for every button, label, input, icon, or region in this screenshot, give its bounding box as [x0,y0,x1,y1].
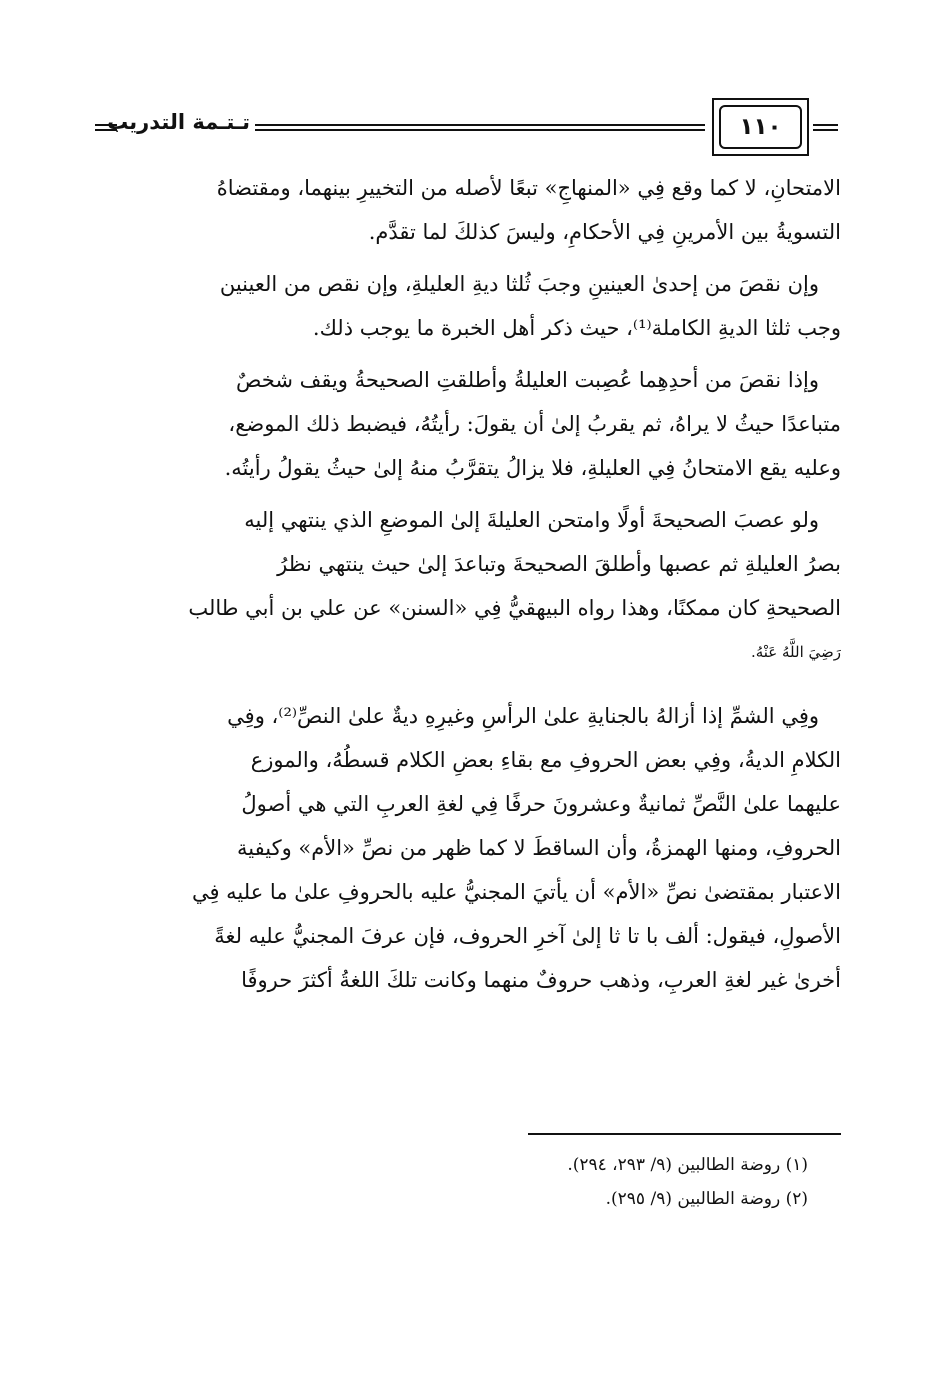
text-line: عليهما علىٰ النَّصِّ ثمانيةٌ وعشرونَ حرفًا فِي لغةِ العربِ التي هي أصولُ [241,792,841,816]
page-number-frame [712,98,809,156]
text-line: الأصولِ، فيقول: ألف با تا ثا إلىٰ آخرِ الحروف، فإن عرفَ المجنيُّ عليه لغةً [214,924,841,948]
main-text [96,166,841,1010]
paragraph-3 [96,358,841,490]
paragraph-2 [96,262,841,350]
honorific-glyph: رَضِيَ اللَّهُ عَنْهُ. [750,643,841,661]
text-line: وجب ثلثا الديةِ الكاملة⁽¹⁾، حيث ذكر أهل الخبرة ما يوجب ذلك. [312,316,841,340]
text-line: الصحيحةِ كان ممكنًا، وهذا رواه البيهقيُّ فِي «السنن» عن علي بن أبي طالب [188,596,841,620]
paragraph-gap [96,682,841,694]
header-rule-middle [255,124,705,131]
text-line: وعليه يقع الامتحانُ فِي العليلةِ، فلا يزالُ يتقرَّبُ منهُ إلىٰ حيثُ يقولُ رأيتُه. [224,456,841,480]
header-rule-right [813,124,838,131]
footnote-1: (١) روضة الطالبين (٩/ ٢٩٣، ٢٩٤). [567,1155,808,1175]
text-line: الاعتبار بمقتضىٰ نصِّ «الأم» أن يأتيَ المجنيُّ عليه بالحروفِ علىٰ ما عليه فِي [191,880,841,904]
footnote-2: (٢) روضة الطالبين (٩/ ٢٩٥). [605,1189,808,1209]
page-number-inner-frame [719,105,802,149]
page-number: ١١٠ [739,114,782,140]
text-line: التسويةُ بين الأمرينِ فِي الأحكامِ، وليسَ كذلكَ لما تقدَّم. [368,220,841,244]
footnotes [96,1148,808,1216]
text-line: الحروفِ، ومنها الهمزةُ، وأن الساقطَ لا كما ظهر من نصِّ «الأم» وكيفية [237,836,841,860]
text-line: ولو عصبَ الصحيحةَ أولًا وامتحن العليلةَ إلىٰ الموضعِ الذي ينتهي إليه [244,508,819,532]
text-line: وفِي الشمِّ إذا أزالهُ بالجنايةِ علىٰ الرأسِ وغيرِهِ ديةٌ علىٰ النصِّ⁽²⁾، وفِي [227,704,819,728]
paragraph-4 [96,498,841,674]
paragraph-5 [96,694,841,1002]
page-header [95,98,840,162]
paragraph-1 [96,166,841,254]
text-line: وإذا نقصَ من أحدِهِما عُصِبت العليلةُ وأطلقتِ الصحيحةُ ويقف شخصٌ [236,368,819,392]
text-line: أخرىٰ غير لغةِ العربِ، وذهب حروفٌ منهما وكانت تلكَ اللغةُ أكثرَ حروفًا [241,968,841,992]
footnote-separator [528,1133,841,1135]
text-line: الكلامِ الديةُ، وفِي بعض الحروفِ مع بقاءِ بعضِ الكلام قسطُهُ، والموزع [250,748,841,772]
text-line: متباعدًا حيثُ لا يراهُ، ثم يقربُ إلىٰ أن يقولَ: رأيتُهُ، فيضبط ذلك الموضع، [228,412,841,436]
running-title: تـتـمة التدريب [107,110,250,134]
text-line: الامتحانِ، لا كما وقع فِي «المنهاجِ» تبعًا لأصله من التخييرِ بينهما، ومقتضاهُ [216,176,841,200]
text-line: بصرُ العليلةِ ثم عصبها وأطلقَ الصحيحةَ وتباعدَ إلىٰ حيث ينتهي نظرُ [277,552,841,576]
text-line: وإن نقصَ من إحدىٰ العينينِ وجبَ ثُلثا ديةِ العليلةِ، وإن نقص من العينين [219,272,819,296]
